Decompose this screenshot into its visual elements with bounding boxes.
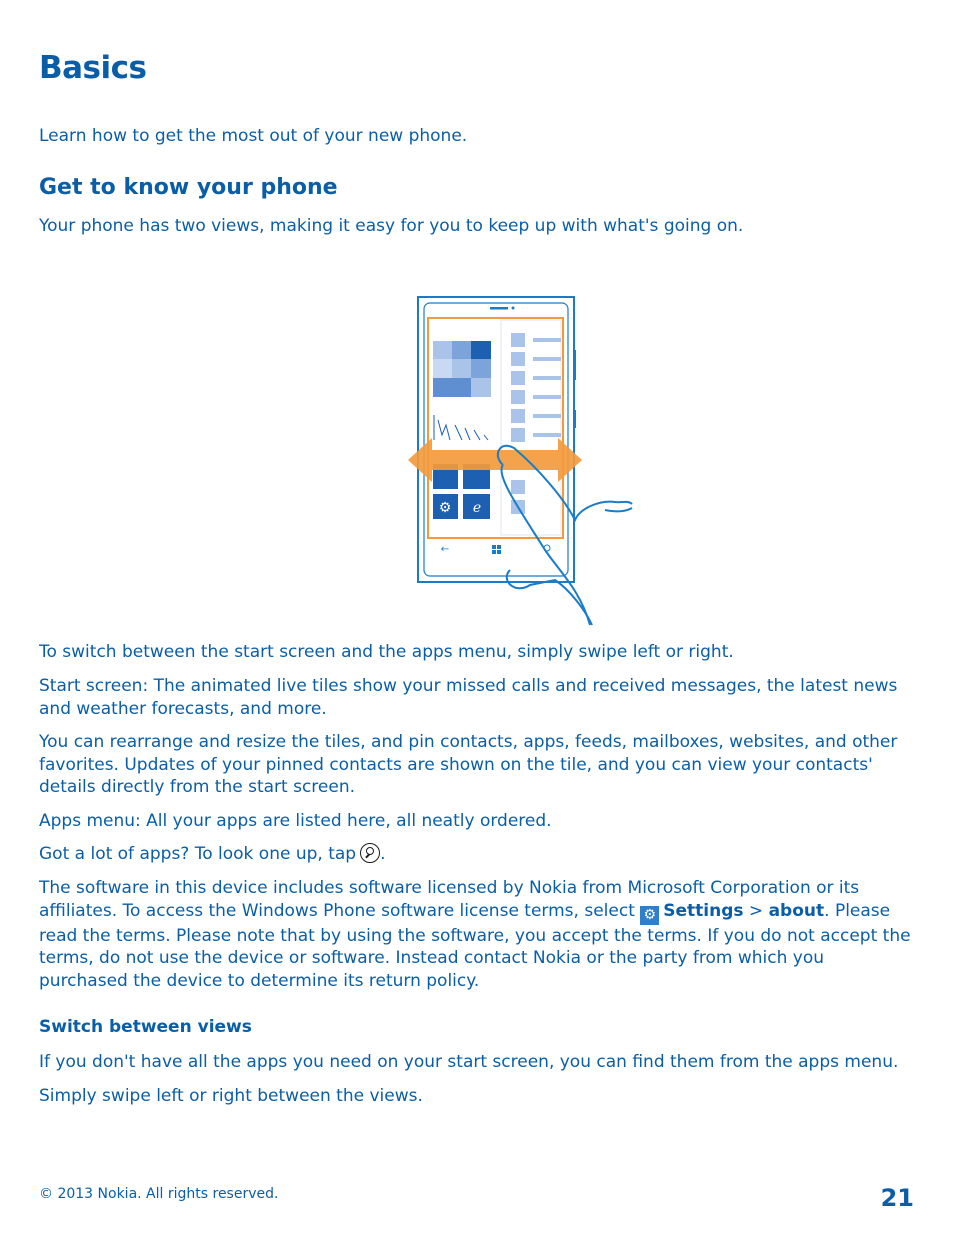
lookup-paragraph [39, 843, 917, 866]
software-paragraph [39, 877, 917, 992]
software-text-rest: . Please read the terms. Please note that by using the software, you accept the terms. If you do not accept the terms, do not use the device or software. Instead contact Nokia or the party from which you purchased the device to determine its return policy. [39, 900, 911, 991]
subsection-heading: Switch between views [39, 1017, 252, 1037]
apps-menu-paragraph: Apps menu: All your apps are listed here, all neatly ordered. [39, 811, 552, 831]
switch-paragraph: To switch between the start screen and the apps menu, simply swipe left or right. [39, 642, 734, 662]
section-heading: Get to know your phone [39, 175, 338, 200]
svg-text:e: e [472, 500, 482, 516]
subsection-paragraph-2: Simply swipe left or right between the views. [39, 1086, 423, 1106]
subsection-paragraph-1: If you don't have all the apps you need on your start screen, you can find them from the apps menu. [39, 1052, 899, 1072]
lookup-suffix: . [380, 844, 386, 864]
svg-text:←: ← [440, 544, 450, 555]
page-title: Basics [39, 50, 147, 86]
settings-label: Settings [663, 900, 744, 921]
about-label: about [768, 900, 825, 921]
page-number: 21 [880, 1184, 914, 1212]
software-text: The software in this device includes software licensed by Nokia from Microsoft Corporation or its affiliates. To access the Windows Phone software license terms, select [39, 878, 860, 921]
rearrange-paragraph: You can rearrange and resize the tiles, and pin contacts, apps, feeds, mailboxes, websites, and other favorites. Updates of your pinned contacts are shown on the tile, and you can view your contacts' details directly from the start screen. [39, 732, 898, 797]
section-lead: Your phone has two views, making it easy for you to keep up with what's going on. [39, 216, 744, 236]
search-icon [360, 843, 380, 863]
svg-text:⚙: ⚙ [438, 500, 452, 516]
path-separator: > [748, 900, 764, 921]
lookup-text: Got a lot of apps? To look one up, tap [39, 844, 357, 864]
intro-text: Learn how to get the most out of your new phone. [39, 126, 468, 146]
settings-gear-icon: ⚙ [640, 906, 659, 925]
footer-copyright: © 2013 Nokia. All rights reserved. [39, 1186, 279, 1202]
phone-swipe-illustration [400, 290, 640, 630]
start-screen-paragraph: Start screen: The animated live tiles show your missed calls and received messages, the latest news and weather forecasts, and more. [39, 676, 898, 719]
